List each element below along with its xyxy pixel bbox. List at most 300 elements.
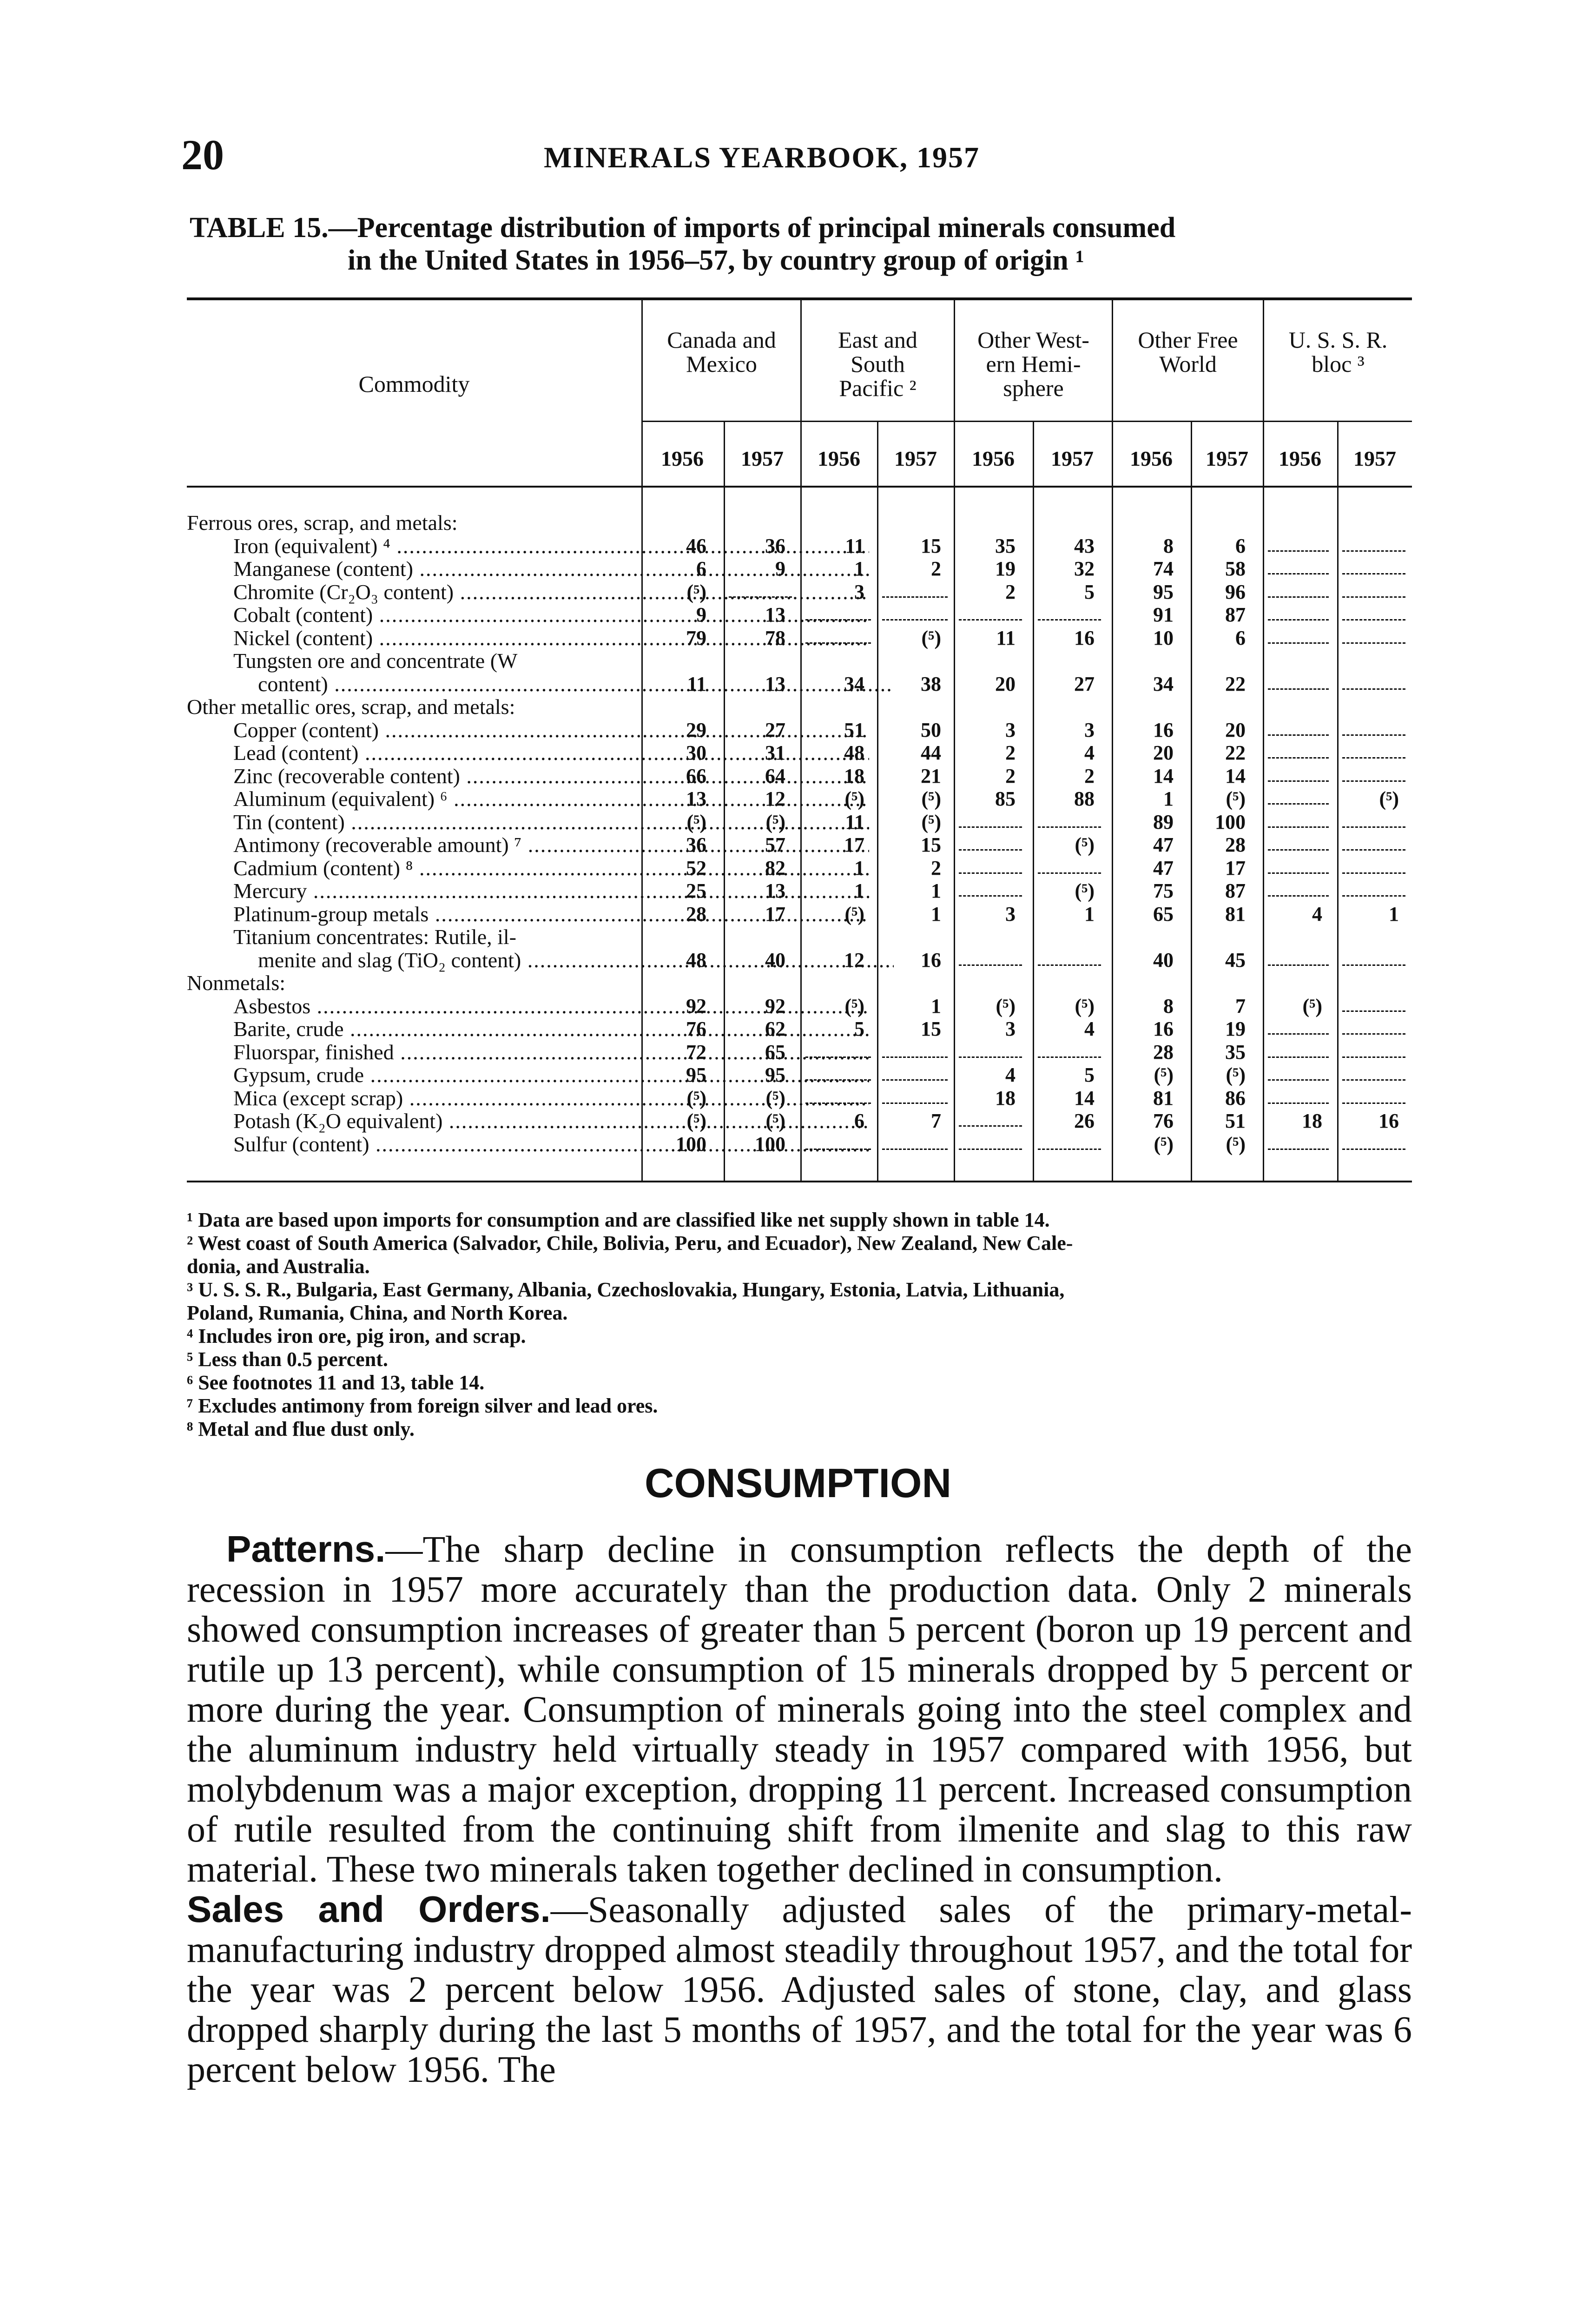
empty-cell-dash	[1342, 734, 1405, 736]
table-cell: 2	[1005, 741, 1016, 764]
table-cell: 32	[1074, 557, 1095, 580]
table-cell: 15	[921, 833, 941, 856]
empty-cell-dash	[805, 619, 871, 621]
empty-cell-dash	[1268, 1056, 1329, 1058]
empty-cell-dash	[1342, 1056, 1405, 1058]
table-cell: 28	[686, 902, 706, 925]
empty-cell-dash	[959, 964, 1022, 966]
table-cell: 30	[686, 741, 706, 764]
commodity-label: menite and slag (TiO₂ content) .....	[0, 949, 894, 972]
table-cell: 5	[1084, 580, 1095, 603]
table-cell: 85	[995, 787, 1016, 810]
empty-cell-dash	[959, 619, 1022, 621]
empty-cell-dash	[1038, 872, 1101, 874]
run-in-heading: Sales and Orders.	[187, 1888, 551, 1930]
table-caption	[190, 211, 1421, 277]
empty-cell-dash	[1268, 642, 1329, 644]
group-header-other-free-world: Other Free World	[1138, 327, 1238, 377]
empty-cell-dash	[1342, 550, 1405, 552]
empty-cell-dash	[882, 619, 948, 621]
empty-cell-dash	[1342, 872, 1405, 874]
commodity-header: Commodity	[358, 371, 470, 397]
table-row	[0, 995, 1596, 1018]
table-cell: 12	[765, 787, 785, 810]
commodity-label: Nickel (content) .....	[0, 627, 869, 650]
table-cell: (⁵)	[1075, 833, 1095, 856]
table-cell: 6	[854, 1109, 864, 1132]
table-cell: (⁵)	[921, 787, 941, 810]
table-cell: 1	[854, 557, 864, 580]
table-cell: 2	[931, 856, 941, 879]
table-cell: 13	[765, 672, 785, 695]
footnotes	[187, 1208, 1418, 1441]
table-cell: 86	[1225, 1086, 1246, 1109]
table-cell: 8	[1163, 994, 1174, 1017]
commodity-label: Barite, crude .....	[0, 1017, 869, 1041]
empty-cell-dash	[1342, 757, 1405, 759]
table-cell: (⁵)	[1154, 1132, 1174, 1155]
footnote: ⁸ Metal and flue dust only.	[187, 1418, 415, 1440]
table-cell: 51	[844, 718, 864, 741]
table-cell: 16	[1153, 1017, 1174, 1040]
body-text	[187, 1529, 1412, 2090]
table-cell: (⁵)	[844, 787, 864, 810]
empty-cell-dash	[1342, 849, 1405, 851]
table-cell: 10	[1153, 626, 1174, 649]
commodity-label: Potash (K₂O equivalent) .....	[0, 1109, 869, 1133]
table-cell: 7	[931, 1109, 941, 1132]
table-cell: 1	[931, 994, 941, 1017]
table-cell: 89	[1153, 810, 1174, 833]
empty-cell-dash	[1268, 1103, 1329, 1104]
table-row	[0, 811, 1596, 834]
empty-cell-dash	[1268, 757, 1329, 759]
footnote: ⁴ Includes iron ore, pig iron, and scrap.	[187, 1325, 526, 1347]
year-header: 1956	[1279, 447, 1321, 470]
commodity-label: Copper (content) .....	[0, 719, 869, 742]
table-cell: 44	[921, 741, 941, 764]
table-row	[0, 787, 1596, 811]
empty-cell-dash	[1268, 688, 1329, 690]
commodity-label: Tungsten ore and concentrate (W	[233, 649, 518, 673]
group-header-east-south-pacific: East and South Pacific ²	[838, 327, 917, 401]
table-top-rule	[187, 297, 1412, 300]
table-cell: 20	[1225, 718, 1246, 741]
empty-cell-dash	[959, 1149, 1022, 1150]
paragraph-sales-orders	[187, 1889, 1412, 2090]
table-cell: 64	[765, 764, 785, 787]
table-cell: 16	[921, 948, 941, 971]
table-cell: 4	[1084, 741, 1095, 764]
table-cell: 75	[1153, 879, 1174, 902]
table-cell: 1	[854, 856, 864, 879]
empty-cell-dash	[959, 849, 1022, 851]
empty-cell-dash	[959, 1125, 1022, 1127]
table-cell: 62	[765, 1017, 785, 1040]
empty-cell-dash	[959, 826, 1022, 828]
table-cell: 14	[1225, 764, 1246, 787]
empty-cell-dash	[1342, 642, 1405, 644]
table-cell: 78	[765, 626, 785, 649]
table-cell: 65	[765, 1040, 785, 1063]
footnote: ³ U. S. S. R., Bulgaria, East Germany, Albania, Czechoslovakia, Hungary, Estonia, Latvia, Lithuania,	[187, 1278, 1065, 1301]
table-cell: 9	[775, 557, 785, 580]
paragraph-text: —The sharp decline in consumption reflects the depth of the recession in 1957 more accurately than the production data. Only 2 minerals showed consumption increases of greater than 5 percent (boron up 19 percent and rutile up 13 percent), while consumption of 15 minerals dropped by 5 percent or more during the year. Consumption of minerals going into the steel complex and the aluminum industry held virtually steady in 1957 compared with 1956, but molybdenum was a major exception, dropping 11 percent. Increased consumption of rutile resulted from the continuing shift from ilmenite and slag to this raw material. These two minerals taken together declined in consumption.	[187, 1529, 1412, 1890]
year-header: 1956	[1130, 447, 1173, 470]
table-caption-line2: in the United States in 1956–57, by country group of origin ¹	[348, 244, 1084, 276]
table-cell: 3	[1005, 718, 1016, 741]
table-cell: 96	[1225, 580, 1246, 603]
table-row	[0, 765, 1596, 788]
table-cell: (⁵)	[1154, 1063, 1174, 1086]
commodity-label: Other metallic ores, scrap, and metals:	[187, 695, 515, 719]
table-row	[0, 511, 1596, 535]
empty-cell-dash	[1268, 619, 1329, 621]
table-cell: 27	[765, 718, 785, 741]
table-cell: (⁵)	[765, 1086, 785, 1109]
empty-cell-dash	[1342, 1079, 1405, 1081]
table-cell: (⁵)	[686, 580, 706, 603]
table-row	[0, 833, 1596, 857]
table-cell: (⁵)	[1226, 787, 1246, 810]
table-cell: 16	[1074, 626, 1095, 649]
empty-cell-dash	[959, 1056, 1022, 1058]
table-cell: 19	[1225, 1017, 1246, 1040]
table-cell: 11	[845, 810, 864, 833]
table-cell: 47	[1153, 856, 1174, 879]
empty-cell-dash	[805, 1079, 871, 1081]
table-cell: 16	[1153, 718, 1174, 741]
empty-cell-dash	[882, 596, 948, 598]
table-cell: 14	[1153, 764, 1174, 787]
year-header: 1957	[894, 447, 937, 470]
empty-cell-dash	[805, 1056, 871, 1058]
table-cell: (⁵)	[996, 994, 1016, 1017]
commodity-label: Zinc (recoverable content) .....	[0, 765, 869, 788]
table-cell: 3	[1084, 718, 1095, 741]
footnote: Poland, Rumania, China, and North Korea.	[187, 1301, 568, 1324]
empty-cell-dash	[1342, 1010, 1405, 1012]
commodity-label: Platinum-group metals .....	[0, 903, 869, 926]
commodity-label: content) .....	[0, 673, 894, 696]
table-cell: 72	[686, 1040, 706, 1063]
table-row	[0, 719, 1596, 742]
table-cell: (⁵)	[686, 810, 706, 833]
table-cell: 79	[686, 626, 706, 649]
empty-cell-dash	[1038, 1056, 1101, 1058]
empty-cell-dash	[882, 1103, 948, 1104]
empty-cell-dash	[959, 872, 1022, 874]
table-row	[0, 879, 1596, 903]
table-cell: 34	[1153, 672, 1174, 695]
empty-cell-dash	[882, 1149, 948, 1150]
table-row	[0, 695, 1596, 719]
table-cell: 18	[1302, 1109, 1322, 1132]
table-cell: 81	[1153, 1086, 1174, 1109]
commodity-label: Mica (except scrap) .....	[0, 1087, 869, 1110]
table-cell: 2	[1005, 580, 1016, 603]
table-cell: 17	[765, 902, 785, 925]
table-cell: 40	[765, 948, 785, 971]
table-cell: 4	[1084, 1017, 1095, 1040]
footnote: ⁵ Less than 0.5 percent.	[187, 1348, 388, 1371]
empty-cell-dash	[1038, 964, 1101, 966]
empty-cell-dash	[1268, 1033, 1329, 1035]
empty-cell-dash	[882, 1056, 948, 1058]
table-cell: 15	[921, 1017, 941, 1040]
table-cell: 48	[844, 741, 864, 764]
empty-cell-dash	[1268, 596, 1329, 598]
empty-cell-dash	[1342, 1149, 1405, 1150]
table-cell: 2	[931, 557, 941, 580]
year-header: 1957	[741, 447, 784, 470]
empty-cell-dash	[959, 895, 1022, 897]
table-row	[0, 1017, 1596, 1041]
commodity-label: Titanium concentrates: Rutile, il-	[233, 925, 516, 949]
section-title: CONSUMPTION	[645, 1460, 951, 1506]
table-cell: 19	[995, 557, 1016, 580]
table-cell: 11	[687, 672, 706, 695]
table-cell: 5	[854, 1017, 864, 1040]
table-cell: 46	[686, 534, 706, 557]
table-cell: 1	[1389, 902, 1399, 925]
table-cell: (⁵)	[1379, 787, 1399, 810]
table-cell: 76	[1153, 1109, 1174, 1132]
page-number: 20	[181, 131, 224, 178]
empty-cell-dash	[1342, 1103, 1405, 1104]
table-bottom-rule	[187, 1181, 1412, 1182]
table-row	[0, 971, 1596, 995]
table-cell: 18	[844, 764, 864, 787]
group-header-other-western-hemisphere: Other West- ern Hemi- sphere	[977, 327, 1089, 401]
table-cell: 15	[921, 534, 941, 557]
table-cell: 13	[686, 787, 706, 810]
table-cell: 27	[1074, 672, 1095, 695]
table-cell: (⁵)	[921, 626, 941, 649]
table-cell: 74	[1153, 557, 1174, 580]
table-header-rule	[187, 486, 1412, 488]
empty-cell-dash	[1342, 964, 1405, 966]
year-header: 1956	[661, 447, 704, 470]
empty-cell-dash	[1342, 573, 1405, 574]
table-cell: 11	[996, 626, 1016, 649]
table-row	[0, 949, 1596, 972]
table-cell: 45	[1225, 948, 1246, 971]
table-cell: 36	[686, 833, 706, 856]
year-header: 1957	[1051, 447, 1094, 470]
commodity-label: Manganese (content) .....	[0, 557, 869, 581]
table-cell: 4	[1005, 1063, 1016, 1086]
commodity-label: Iron (equivalent) ⁴ .....	[0, 535, 869, 558]
footnote: ⁷ Excludes antimony from foreign silver and lead ores.	[187, 1394, 658, 1417]
table-cell: 21	[921, 764, 941, 787]
table-row	[0, 1041, 1596, 1064]
table-row	[0, 627, 1596, 650]
table-cell: 34	[844, 672, 864, 695]
group-header-ussr-bloc: U. S. S. R. bloc ³	[1288, 327, 1388, 377]
empty-cell-dash	[1268, 573, 1329, 574]
table-cell: 95	[765, 1063, 785, 1086]
table-cell: 91	[1153, 603, 1174, 626]
table-cell: (⁵)	[844, 994, 864, 1017]
table-cell: (⁵)	[1075, 879, 1095, 902]
table-cell: 47	[1153, 833, 1174, 856]
table-cell: 25	[686, 879, 706, 902]
commodity-label: Cadmium (content) ⁸ .....	[0, 857, 869, 880]
empty-cell-dash	[1342, 1033, 1405, 1035]
table-cell: (⁵)	[844, 902, 864, 925]
empty-cell-dash	[805, 1103, 871, 1104]
table-row	[0, 1087, 1596, 1110]
table-cell: 6	[1235, 626, 1246, 649]
table-cell: 11	[845, 534, 864, 557]
empty-cell-dash	[1268, 1149, 1329, 1150]
table-cell: 95	[1153, 580, 1174, 603]
year-header: 1957	[1206, 447, 1248, 470]
empty-cell-dash	[1268, 826, 1329, 828]
empty-cell-dash	[1342, 826, 1405, 828]
table-cell: 8	[1163, 534, 1174, 557]
table-cell: 92	[765, 994, 785, 1017]
table-cell: 12	[844, 948, 864, 971]
empty-cell-dash	[1268, 964, 1329, 966]
table-cell: 20	[1153, 741, 1174, 764]
empty-cell-dash	[805, 1149, 871, 1150]
commodity-label: Gypsum, crude .....	[0, 1063, 869, 1087]
commodity-label: Nonmetals:	[187, 971, 286, 995]
empty-cell-dash	[1268, 872, 1329, 874]
empty-cell-dash	[1342, 596, 1405, 598]
table-cell: 22	[1225, 672, 1246, 695]
table-cell: 22	[1225, 741, 1246, 764]
commodity-label: Chromite (Cr₂O₃ content) .....	[0, 581, 869, 604]
table-cell: 18	[995, 1086, 1016, 1109]
table-cell: 3	[854, 580, 864, 603]
empty-cell-dash	[1342, 780, 1405, 782]
year-header: 1957	[1353, 447, 1396, 470]
empty-cell-dash	[1268, 734, 1329, 736]
table-cell: 13	[765, 603, 785, 626]
table-cell: (⁵)	[1226, 1132, 1246, 1155]
table-cell: 87	[1225, 603, 1246, 626]
table-cell: 95	[686, 1063, 706, 1086]
table-cell: 13	[765, 879, 785, 902]
table-cell: 36	[765, 534, 785, 557]
empty-cell-dash	[729, 596, 792, 598]
paragraph-text: —Seasonally adjusted sales of the primary-metal-manufacturing industry dropped almost steadily throughout 1957, and the total for the year was 2 percent below 1956. Adjusted sales of stone, clay, and glass dropped sharply during the last 5 months of 1957, and the total for the year was 6 percent below 1956. The	[187, 1889, 1412, 2090]
empty-cell-dash	[1342, 619, 1405, 621]
empty-cell-dash	[882, 1079, 948, 1081]
table-cell: 20	[995, 672, 1016, 695]
table-row	[0, 581, 1596, 604]
table-cell: 1	[1163, 787, 1174, 810]
table-row	[0, 1063, 1596, 1087]
table-row	[0, 557, 1596, 581]
table-cell: 100	[676, 1132, 706, 1155]
table-cell: 29	[686, 718, 706, 741]
commodity-label: Ferrous ores, scrap, and metals:	[187, 511, 458, 535]
empty-cell-dash	[1268, 550, 1329, 552]
table-cell: (⁵)	[686, 1109, 706, 1132]
table-cell: 1	[931, 902, 941, 925]
table-cell: 31	[765, 741, 785, 764]
table-cell: 1	[931, 879, 941, 902]
commodity-label: Tin (content) .....	[0, 811, 869, 834]
table-cell: 6	[696, 557, 706, 580]
table-cell: 17	[844, 833, 864, 856]
table-cell: 100	[1215, 810, 1246, 833]
table-cell: 52	[686, 856, 706, 879]
table-cell: (⁵)	[1302, 994, 1322, 1017]
table-cell: 48	[686, 948, 706, 971]
footnote: donia, and Australia.	[187, 1255, 370, 1278]
table-caption-line1: TABLE 15.—Percentage distribution of imports of principal minerals consumed	[190, 212, 1176, 244]
table-cell: 92	[686, 994, 706, 1017]
table-cell: 16	[1378, 1109, 1399, 1132]
table-cell: 7	[1235, 994, 1246, 1017]
table-cell: 3	[1005, 902, 1016, 925]
table-row	[0, 741, 1596, 765]
table-row	[0, 903, 1596, 926]
table-cell: 40	[1153, 948, 1174, 971]
commodity-label: Fluorspar, finished .....	[0, 1041, 869, 1064]
empty-cell-dash	[1268, 895, 1329, 897]
table-row	[0, 673, 1596, 696]
empty-cell-dash	[1268, 849, 1329, 851]
commodity-label: Antimony (recoverable amount) ⁷ .....	[0, 833, 869, 857]
empty-cell-dash	[1038, 1149, 1101, 1150]
empty-cell-dash	[805, 642, 871, 644]
table-row	[0, 649, 1596, 673]
year-header: 1956	[818, 447, 860, 470]
table-cell: (⁵)	[765, 1109, 785, 1132]
empty-cell-dash	[1268, 803, 1329, 805]
table-cell: 28	[1153, 1040, 1174, 1063]
table-cell: 26	[1074, 1109, 1095, 1132]
table-cell: (⁵)	[1075, 994, 1095, 1017]
table-cell: 2	[1005, 764, 1016, 787]
commodity-label: Lead (content) .....	[0, 741, 869, 765]
table-cell: 38	[921, 672, 941, 695]
table-cell: 14	[1074, 1086, 1095, 1109]
table-cell: 35	[995, 534, 1016, 557]
table-cell: (⁵)	[765, 810, 785, 833]
table-cell: 4	[1312, 902, 1322, 925]
table-cell: 87	[1225, 879, 1246, 902]
table-cell: 5	[1084, 1063, 1095, 1086]
table-cell: 81	[1225, 902, 1246, 925]
table-cell: 66	[686, 764, 706, 787]
commodity-label: Cobalt (content) .....	[0, 603, 869, 627]
table-row	[0, 535, 1596, 558]
footnote: ⁶ See footnotes 11 and 13, table 14.	[187, 1371, 485, 1394]
commodity-label: Aluminum (equivalent) ⁶ .....	[0, 787, 869, 811]
group-header-canada-mexico: Canada and Mexico	[667, 327, 776, 377]
empty-cell-dash	[1038, 826, 1101, 828]
table-cell: 1	[854, 879, 864, 902]
table-cell: 43	[1074, 534, 1095, 557]
footnote: ² West coast of South America (Salvador, Chile, Bolivia, Peru, and Ecuador), New Zealand, New Cale-	[187, 1232, 1073, 1254]
table-cell: 28	[1225, 833, 1246, 856]
table-cell: (⁵)	[686, 1086, 706, 1109]
table-row	[0, 925, 1596, 949]
table-cell: 82	[765, 856, 785, 879]
table-cell: 58	[1225, 557, 1246, 580]
table-cell: 50	[921, 718, 941, 741]
table-row	[0, 1133, 1596, 1156]
table-cell: 65	[1153, 902, 1174, 925]
group-header-rule	[641, 421, 1412, 422]
